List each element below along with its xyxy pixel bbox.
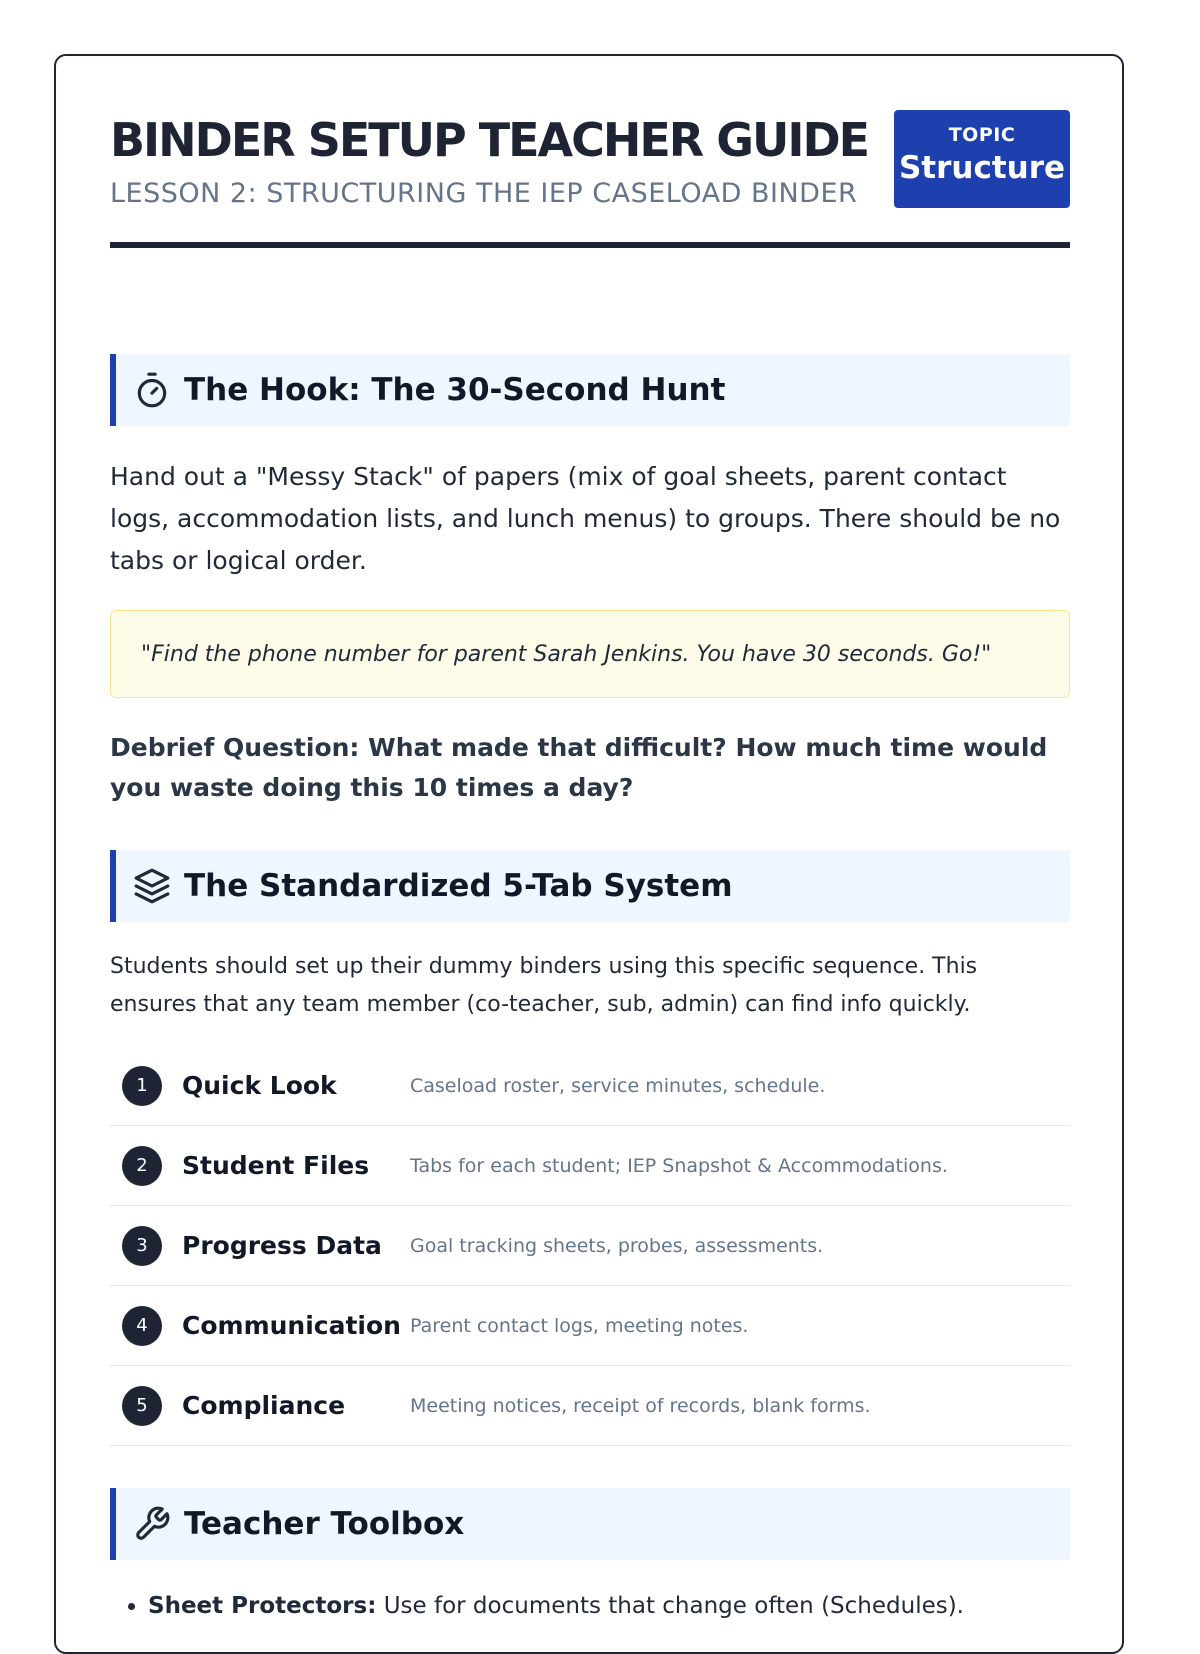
tab-system-section xyxy=(110,850,1070,1446)
guide-card xyxy=(54,54,1124,1654)
hook-section-header xyxy=(110,354,1070,426)
tab-row xyxy=(110,1286,1070,1366)
tab-name: Student Files xyxy=(182,1151,370,1180)
guide-content xyxy=(110,108,1070,1619)
toolbox-section xyxy=(110,1488,1070,1624)
tab-name: Compliance xyxy=(182,1391,346,1420)
tab-row xyxy=(110,1046,1070,1126)
tab-description: Goal tracking sheets, probes, assessments. xyxy=(410,1234,824,1257)
toolbox-section-header xyxy=(110,1488,1070,1560)
tab-system-intro: Students should set up their dummy binders using this specific sequence. This ensures that any team member (co-teacher, sub, admin) can find info quickly. xyxy=(110,954,978,1017)
topic-label: TOPIC xyxy=(948,124,1016,146)
header-divider xyxy=(110,242,1070,248)
toolbox-item-text: Use for documents that change often (Schedules). xyxy=(376,1593,964,1619)
tab-number: 2 xyxy=(122,1146,162,1186)
guide-header xyxy=(110,108,1070,296)
page-subtitle: LESSON 2: STRUCTURING THE IEP CASELOAD BINDER xyxy=(110,178,858,209)
tab-row xyxy=(110,1206,1070,1286)
hook-heading: The Hook: The 30-Second Hunt xyxy=(184,372,726,408)
tab-row xyxy=(110,1126,1070,1206)
tab-description: Caseload roster, service minutes, schedule. xyxy=(410,1074,826,1097)
tab-description: Meeting notices, receipt of records, blank forms. xyxy=(410,1394,871,1417)
stopwatch-icon xyxy=(132,370,172,410)
tab-number: 3 xyxy=(122,1226,162,1266)
toolbox-item-label: Sheet Protectors: xyxy=(148,1593,377,1619)
hook-section xyxy=(110,354,1070,808)
tab-number: 5 xyxy=(122,1386,162,1426)
layers-icon xyxy=(132,866,172,906)
topic-value: Structure xyxy=(898,150,1066,186)
wrench-icon xyxy=(132,1504,172,1544)
toolbox-list xyxy=(110,1588,1070,1624)
tab-row xyxy=(110,1366,1070,1446)
tab-system-heading: The Standardized 5-Tab System xyxy=(184,868,733,904)
tab-name: Progress Data xyxy=(182,1231,382,1260)
tab-name: Quick Look xyxy=(182,1071,337,1100)
hook-quote: "Find the phone number for parent Sarah Jenkins. You have 30 seconds. Go!" xyxy=(141,641,992,667)
toolbox-item xyxy=(148,1588,1070,1624)
topic-badge xyxy=(894,110,1070,208)
toolbox-heading: Teacher Toolbox xyxy=(184,1506,465,1542)
tab-number: 1 xyxy=(122,1066,162,1106)
page-title: BINDER SETUP TEACHER GUIDE xyxy=(110,113,869,167)
tab-number: 4 xyxy=(122,1306,162,1346)
tab-name: Communication xyxy=(182,1311,401,1340)
tab-system-section-header xyxy=(110,850,1070,922)
hook-instructions: Hand out a "Messy Stack" of papers (mix of goal sheets, parent contact logs, accommodation lists, and lunch menus) to groups. There should be no tabs or logical order. xyxy=(110,462,1061,575)
hook-quote-box xyxy=(110,610,1070,698)
tab-description: Tabs for each student; IEP Snapshot & Accommodations. xyxy=(410,1154,948,1177)
debrief-question: Debrief Question: What made that difficult? How much time would you waste doing this 10 times a day? xyxy=(110,733,1048,802)
tab-description: Parent contact logs, meeting notes. xyxy=(410,1314,749,1337)
tab-list xyxy=(110,1046,1070,1446)
